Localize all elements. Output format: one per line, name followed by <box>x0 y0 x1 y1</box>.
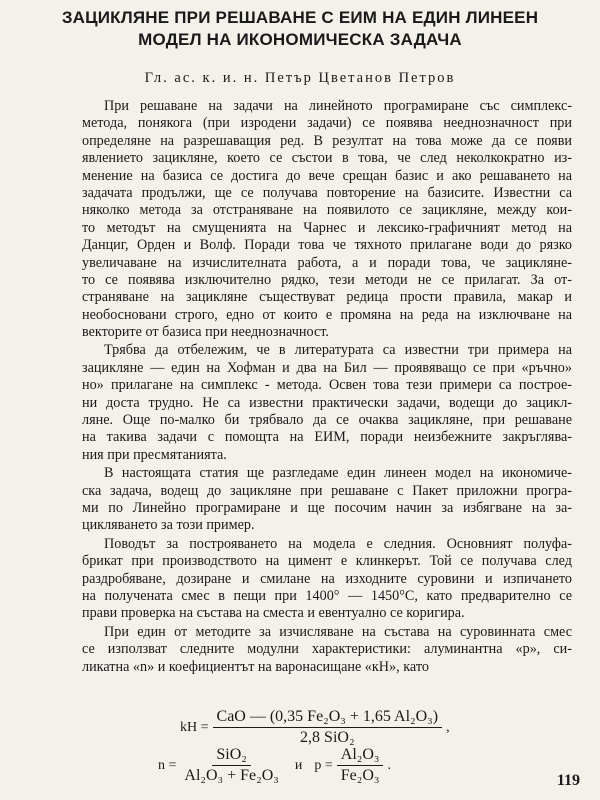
formula-n-numerator: SiO₂ <box>212 746 250 766</box>
text-line: Поводът за построяването на модела е следния. Основният полуфа- <box>104 535 572 552</box>
formula-kh-lhs: kH = <box>180 720 209 736</box>
formula-n-denominator: Al₂O₃ + Fe₂O₃ <box>184 767 279 784</box>
text-line: няколко метода за отстраняване на появилото се зацикляне, между кои- <box>82 202 572 219</box>
text-line: Трябва да отбележим, че в литературата са известни три примера на <box>104 342 572 359</box>
text-line: ска задача, водещ до зацикляне при решаване с Пакет приложни програ- <box>82 482 572 499</box>
text-line: явлението зацикляне, което се състои в това, че след неколкократно из- <box>82 150 572 167</box>
formula-kh-denominator: 2,8 SiO₂ <box>300 729 355 746</box>
formula-conjunction: и <box>294 758 303 774</box>
formula-kh <box>180 708 450 747</box>
text-line: задачата продължи, ще се получава повторение на базисите. Известни са <box>82 184 572 201</box>
text-line: определяне на разрешаващия ред. В резултат на това може да се появи <box>82 132 572 149</box>
text-line: то се появява изключително рядко, тези методи не се прилагат. За от- <box>82 271 572 288</box>
formula-n-p <box>158 746 391 785</box>
formula-n-lhs: n = <box>158 758 177 774</box>
formula-p-numerator: Al₂O₃ <box>337 746 384 766</box>
text-line: цикляването за този пример. <box>82 517 255 534</box>
text-line: Данциг, Орден и Волф. Поради това че тяхното прилагане води до рязко <box>82 237 572 254</box>
text-line: менение на базиса се достига до вече срещан базис и ако решаването на <box>82 167 572 184</box>
text-line: то методът на смущенията на Чарнес и лексико-графичният метод на <box>82 219 572 236</box>
text-line: ния при пресмятанията. <box>82 446 227 463</box>
text-line: метода, понякога (при изродени задачи) се появява нееднозначност при <box>82 115 572 132</box>
text-line: брикат при производството на цимент е клинкерът. Той се получава след <box>82 553 572 570</box>
text-line: прави проверка на състава на сместа и евентуално се коригира. <box>82 605 465 622</box>
text-line: необосновани строго, едно от които е промяна на реда на изключване на <box>82 306 572 323</box>
text-line: ми по Линейно програмиране и ще посочим начин за избягване на за- <box>82 499 572 516</box>
formula-n-fraction <box>180 746 282 785</box>
article-body <box>82 98 572 676</box>
formula-p-lhs: p = <box>314 758 333 774</box>
formula-kh-numerator: CaO — (0,35 Fe₂O₃ + 1,65 Al₂O₃) <box>213 708 443 728</box>
text-line: но» прилагане на симплекс - метода. Освен това тези примери са построе- <box>82 377 572 394</box>
text-line: ликатна «n» и коефициентът на варонасищане «кН», като <box>82 658 429 675</box>
text-line: При решаване на задачи на линейното програмиране със симплекс- <box>104 98 572 114</box>
formula-kh-comma: , <box>446 720 450 736</box>
page-number: 119 <box>556 772 580 789</box>
text-line: В настоящата статия ще разгледаме един линеен модел на икономиче- <box>104 465 572 482</box>
text-line: раздробяване, дозиране и смилане на изходните суровини и изпичането <box>82 570 572 587</box>
text-line: се използват следните модулни характеристики: алуминантна «р», си- <box>82 641 572 658</box>
formula-p-fraction <box>337 746 384 785</box>
formula-p-denominator: Fe₂O₃ <box>340 767 380 784</box>
text-line: ни доста трудно. Не са известни практически задачи, водещи до зацикл- <box>82 394 572 411</box>
text-line: векторите от базиса при нееднозначност. <box>82 324 329 341</box>
text-line: увеличаване на изчислителната работа, а и поради това, че зацикляне- <box>82 254 572 271</box>
text-line: страняване на зацикляне съществуват редица прости правила, макар и <box>82 289 572 306</box>
formula-kh-fraction <box>213 708 443 747</box>
author-line: Гл. ас. к. и. н. Петър Цветанов Петров <box>144 70 456 86</box>
text-line: на получената смес в пещи при 1400° — 1450°С, като предварително се <box>82 587 572 604</box>
formula-period: . <box>387 758 391 774</box>
article-title-line-2: МОДЕЛ НА ИКОНОМИЧЕСКА ЗАДАЧА <box>138 30 462 49</box>
text-line: ляне. Още по-малко би трябвало да се очаква зацикляне, при решаване <box>82 412 572 429</box>
article-title-line-1: ЗАЦИКЛЯНЕ ПРИ РЕШАВАНЕ С ЕИМ НА ЕДИН ЛИНЕЕН <box>61 8 539 27</box>
text-line: на такива задачи с помощта на ЕИМ, поради неизбежните закръглява- <box>82 429 572 446</box>
text-line: При един от методите за изчисляване на състава на суровинната смес <box>104 623 572 640</box>
text-line: зацикляне — един на Хофман и два на Бил — проявяващо се при «ръчно» <box>82 359 572 376</box>
